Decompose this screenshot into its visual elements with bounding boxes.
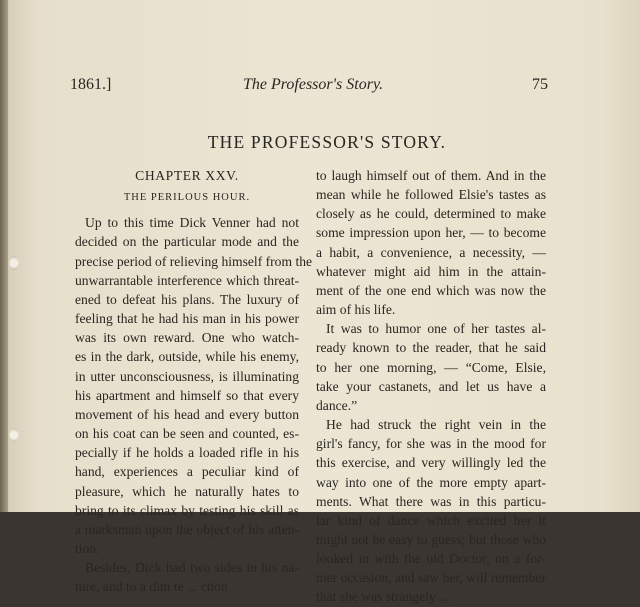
text-line: ments. What there was in this particu- — [316, 493, 546, 509]
text-line: whatever might aid him in the attain- — [316, 263, 546, 279]
text-line: Up to this time Dick Venner had not — [85, 215, 299, 231]
text-line: pecially if he holds a loaded rifle in his — [75, 445, 299, 461]
running-head — [0, 76, 640, 96]
text-line: this exercise, and very willingly led the — [316, 455, 546, 471]
text-line: some impression upon her, — to become — [316, 225, 546, 241]
text-line: his apartment and himself so that every — [75, 387, 299, 403]
text-line: es in the dark, outside, while his enemy, — [75, 349, 299, 365]
text-line: ment of the one end which was now the — [316, 282, 546, 298]
text-line: ready known to the reader, that he said — [316, 340, 546, 356]
chapter-number: CHAPTER XXV. — [135, 168, 239, 183]
text-line: looked in with the old Doctor, on a for- — [316, 551, 546, 567]
text-line: to laugh himself out of them. And in the — [316, 168, 546, 183]
text-line: girl's fancy, for she was in the mood for — [316, 436, 546, 452]
text-line: aim of his life. — [316, 302, 396, 318]
text-line: movement of his head and every button — [75, 406, 299, 422]
text-line: It was to humor one of her tastes al- — [326, 321, 546, 337]
text-line: lar kind of dance which excited her it — [316, 512, 546, 528]
text-line: Besides, Dick had two sides in his na- — [85, 560, 299, 576]
text-line: tion. — [75, 540, 100, 556]
text-line: bring to its climax by testing his skill as — [75, 502, 299, 518]
text-line: a marksman upon the object of his atten- — [75, 521, 299, 537]
page-number: 75 — [532, 76, 548, 93]
text-line: He had struck the right vein in the — [326, 417, 546, 433]
text-line: precise period of relieving himself from the — [75, 253, 313, 269]
left-column — [75, 166, 313, 596]
text-line: hand, experiences a peculiar kind of — [75, 464, 299, 480]
running-head-year: 1861.] — [70, 76, 112, 93]
text-line: was its own reward. One who watch- — [75, 330, 299, 346]
text-line: take your castanets, and let us have a — [316, 378, 546, 394]
running-head-title: The Professor's Story. — [243, 76, 384, 93]
text-line: mer occasion, and saw her, will remember — [316, 570, 546, 586]
text-line: mean while he followed Elsie's tastes as — [316, 187, 546, 203]
text-line: in utter unconsciousness, is illuminating — [75, 368, 299, 384]
text-line: feeling that he had his man in his power — [75, 311, 299, 327]
text-line: way into one of the more empty apart- — [316, 474, 546, 490]
right-column — [316, 166, 546, 607]
text-line: closely as he could, determined to make — [316, 206, 546, 222]
text-line: on his coat can be seen and counted, es- — [75, 426, 299, 442]
text-line: unwarrantable interference which threat- — [75, 272, 299, 288]
chapter-subtitle: THE PERILOUS HOUR. — [123, 192, 251, 204]
story-title: THE PROFESSOR'S STORY. — [207, 132, 447, 152]
text-line: ened to defeat his plans. The luxury of — [75, 291, 299, 307]
text-line: a habit, a convenience, a necessity, — — [316, 244, 546, 260]
text-line: dance.” — [316, 397, 358, 413]
text-line: ture, and to a dim te ... ction — [75, 579, 228, 595]
text-line: pleasure, which he naturally hates to — [75, 483, 299, 499]
text-line: to her one morning, — “Come, Elsie, — [316, 359, 546, 375]
text-line: decided on the particular mode and the — [75, 234, 299, 250]
text-line: that she was strangely ... — [316, 589, 450, 605]
text-line: might not be easy to guess; but those who — [316, 531, 546, 547]
